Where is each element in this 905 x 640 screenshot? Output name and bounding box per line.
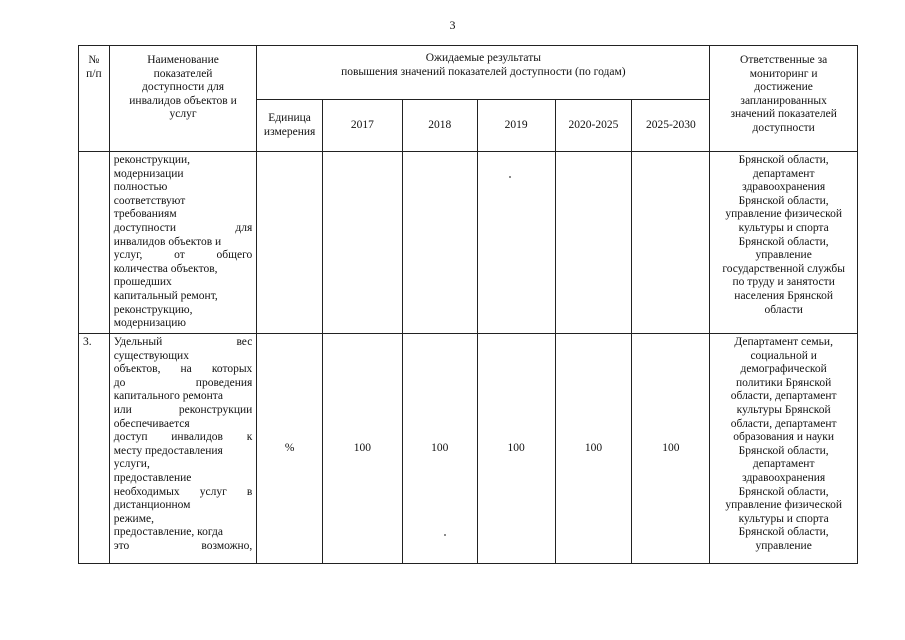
resp-line: социальной и xyxy=(750,349,817,362)
header-resp-line: значений показателей xyxy=(730,108,837,121)
name-line: соответствуют xyxy=(113,194,186,207)
name-line: реконструкции, xyxy=(113,154,191,166)
name-line: капитальный ремонт, xyxy=(113,289,218,302)
header-resp-line: достижение xyxy=(754,81,813,94)
page-number: 3 xyxy=(449,18,456,32)
row-value: 100 xyxy=(322,334,402,564)
resp-line: Брянской области, xyxy=(738,444,829,457)
resp-line: Департамент семьи, xyxy=(734,336,833,348)
resp-line: политики Брянской xyxy=(736,376,832,389)
row-value xyxy=(322,152,402,334)
header-name-line: инвалидов объектов и xyxy=(129,94,237,107)
header-responsible xyxy=(710,46,858,152)
accessibility-indicators-table xyxy=(78,45,858,564)
row-unit xyxy=(257,152,323,334)
resp-line: области, департамент xyxy=(730,390,837,403)
resp-line: управление физической xyxy=(725,208,842,221)
header-year: 2025-2030 xyxy=(632,100,710,152)
resp-line: населения Брянской xyxy=(734,289,834,302)
resp-line: демографической xyxy=(740,363,827,376)
row-indicator-name xyxy=(109,334,257,564)
row-num: 3. xyxy=(79,334,110,564)
row-value: 100 xyxy=(632,334,710,564)
table-row xyxy=(79,152,858,334)
row-unit: % xyxy=(257,334,323,564)
name-line: режиме, xyxy=(113,512,154,525)
header-resp-line: Ответственные за xyxy=(740,54,828,66)
row-value xyxy=(555,152,632,334)
name-line: требованиям xyxy=(113,208,177,221)
name-line: до проведения xyxy=(113,376,253,389)
resp-line: департамент xyxy=(752,458,815,471)
resp-line: области xyxy=(764,303,803,316)
header-resp-line: доступности xyxy=(752,121,815,134)
row-value: 100 xyxy=(402,334,477,564)
row-indicator-name xyxy=(109,152,257,334)
resp-line: управление xyxy=(755,249,812,262)
row-num xyxy=(79,152,110,334)
header-resp-line: запланированных xyxy=(740,94,827,107)
header-unit-line: измерения xyxy=(263,125,316,138)
name-line: предоставление, когда xyxy=(113,526,223,539)
header-num-line: № xyxy=(88,54,100,66)
header-expected-results xyxy=(257,46,710,100)
resp-line: Брянской области, xyxy=(738,235,829,248)
header-name-line: услуг xyxy=(169,108,197,121)
name-line: объектов, на которых xyxy=(113,363,253,376)
resp-line: культуры и спорта xyxy=(738,221,829,234)
name-line: полностью xyxy=(113,181,168,194)
name-line: предоставление xyxy=(113,471,192,484)
header-num xyxy=(79,46,110,152)
name-line: реконструкцию, xyxy=(113,303,193,316)
resp-line: здравоохранения xyxy=(742,181,826,194)
resp-line: Брянской области, xyxy=(738,485,829,498)
header-year: 2018 xyxy=(402,100,477,152)
resp-line: культуры и спорта xyxy=(738,512,829,525)
row-value: 100 xyxy=(477,334,555,564)
name-line: капитального ремонта xyxy=(113,390,224,403)
resp-line: Брянской области, xyxy=(738,154,829,166)
header-resp-line: мониторинг и xyxy=(749,67,818,80)
header-name-line: доступности для xyxy=(142,81,225,94)
name-line: доступности для xyxy=(113,221,253,234)
name-line: это возможно, xyxy=(113,539,253,552)
name-line: Удельный вес xyxy=(113,336,253,348)
resp-line: государственной службы xyxy=(722,262,845,275)
name-line: доступ инвалидов к xyxy=(113,431,253,444)
resp-line: образования и науки xyxy=(733,431,835,444)
resp-line: департамент xyxy=(752,167,815,180)
header-unit-line: Единица xyxy=(268,111,311,124)
resp-line: культуры Брянской xyxy=(736,403,831,416)
name-line: модернизацию xyxy=(113,317,186,330)
name-line: модернизации xyxy=(113,167,184,180)
resp-line: области, департамент xyxy=(730,417,837,430)
resp-line: Брянской области, xyxy=(738,194,829,207)
header-year: 2019 xyxy=(477,100,555,152)
row-value xyxy=(477,152,555,334)
resp-line: управление xyxy=(755,539,812,552)
header-name xyxy=(109,46,257,152)
name-line: прошедших xyxy=(113,276,172,289)
header-expected-line: Ожидаемые результаты xyxy=(425,52,541,64)
header-name-line: показателей xyxy=(153,67,213,80)
row-value: 100 xyxy=(555,334,632,564)
resp-line: здравоохранения xyxy=(742,471,826,484)
resp-line: по труду и занятости xyxy=(732,276,835,289)
name-line: или реконструкции xyxy=(113,403,253,416)
name-line: количества объектов, xyxy=(113,262,218,275)
scan-speck xyxy=(509,176,511,178)
header-expected-line: повышения значений показателей доступности (по годам) xyxy=(341,65,626,78)
name-line: услуги, xyxy=(113,458,150,471)
row-responsible xyxy=(710,152,858,334)
resp-line: управление физической xyxy=(725,499,842,512)
name-line: существующих xyxy=(113,349,189,362)
name-line: месту предоставления xyxy=(113,444,223,457)
header-num-line: п/п xyxy=(86,67,102,80)
header-unit xyxy=(257,100,323,152)
name-line: обеспечивается xyxy=(113,417,190,430)
name-line: инвалидов объектов и xyxy=(113,235,222,248)
header-year: 2017 xyxy=(322,100,402,152)
header-name-line: Наименование xyxy=(147,54,219,66)
row-value xyxy=(402,152,477,334)
header-year: 2020-2025 xyxy=(555,100,632,152)
name-line: необходимых услуг в xyxy=(113,485,253,498)
row-value xyxy=(632,152,710,334)
resp-line: Брянской области, xyxy=(738,526,829,539)
row-responsible xyxy=(710,334,858,564)
table-row xyxy=(79,334,858,564)
name-line: услуг, от общего xyxy=(113,249,253,262)
scan-speck xyxy=(444,534,446,536)
name-line: дистанционном xyxy=(113,499,191,512)
